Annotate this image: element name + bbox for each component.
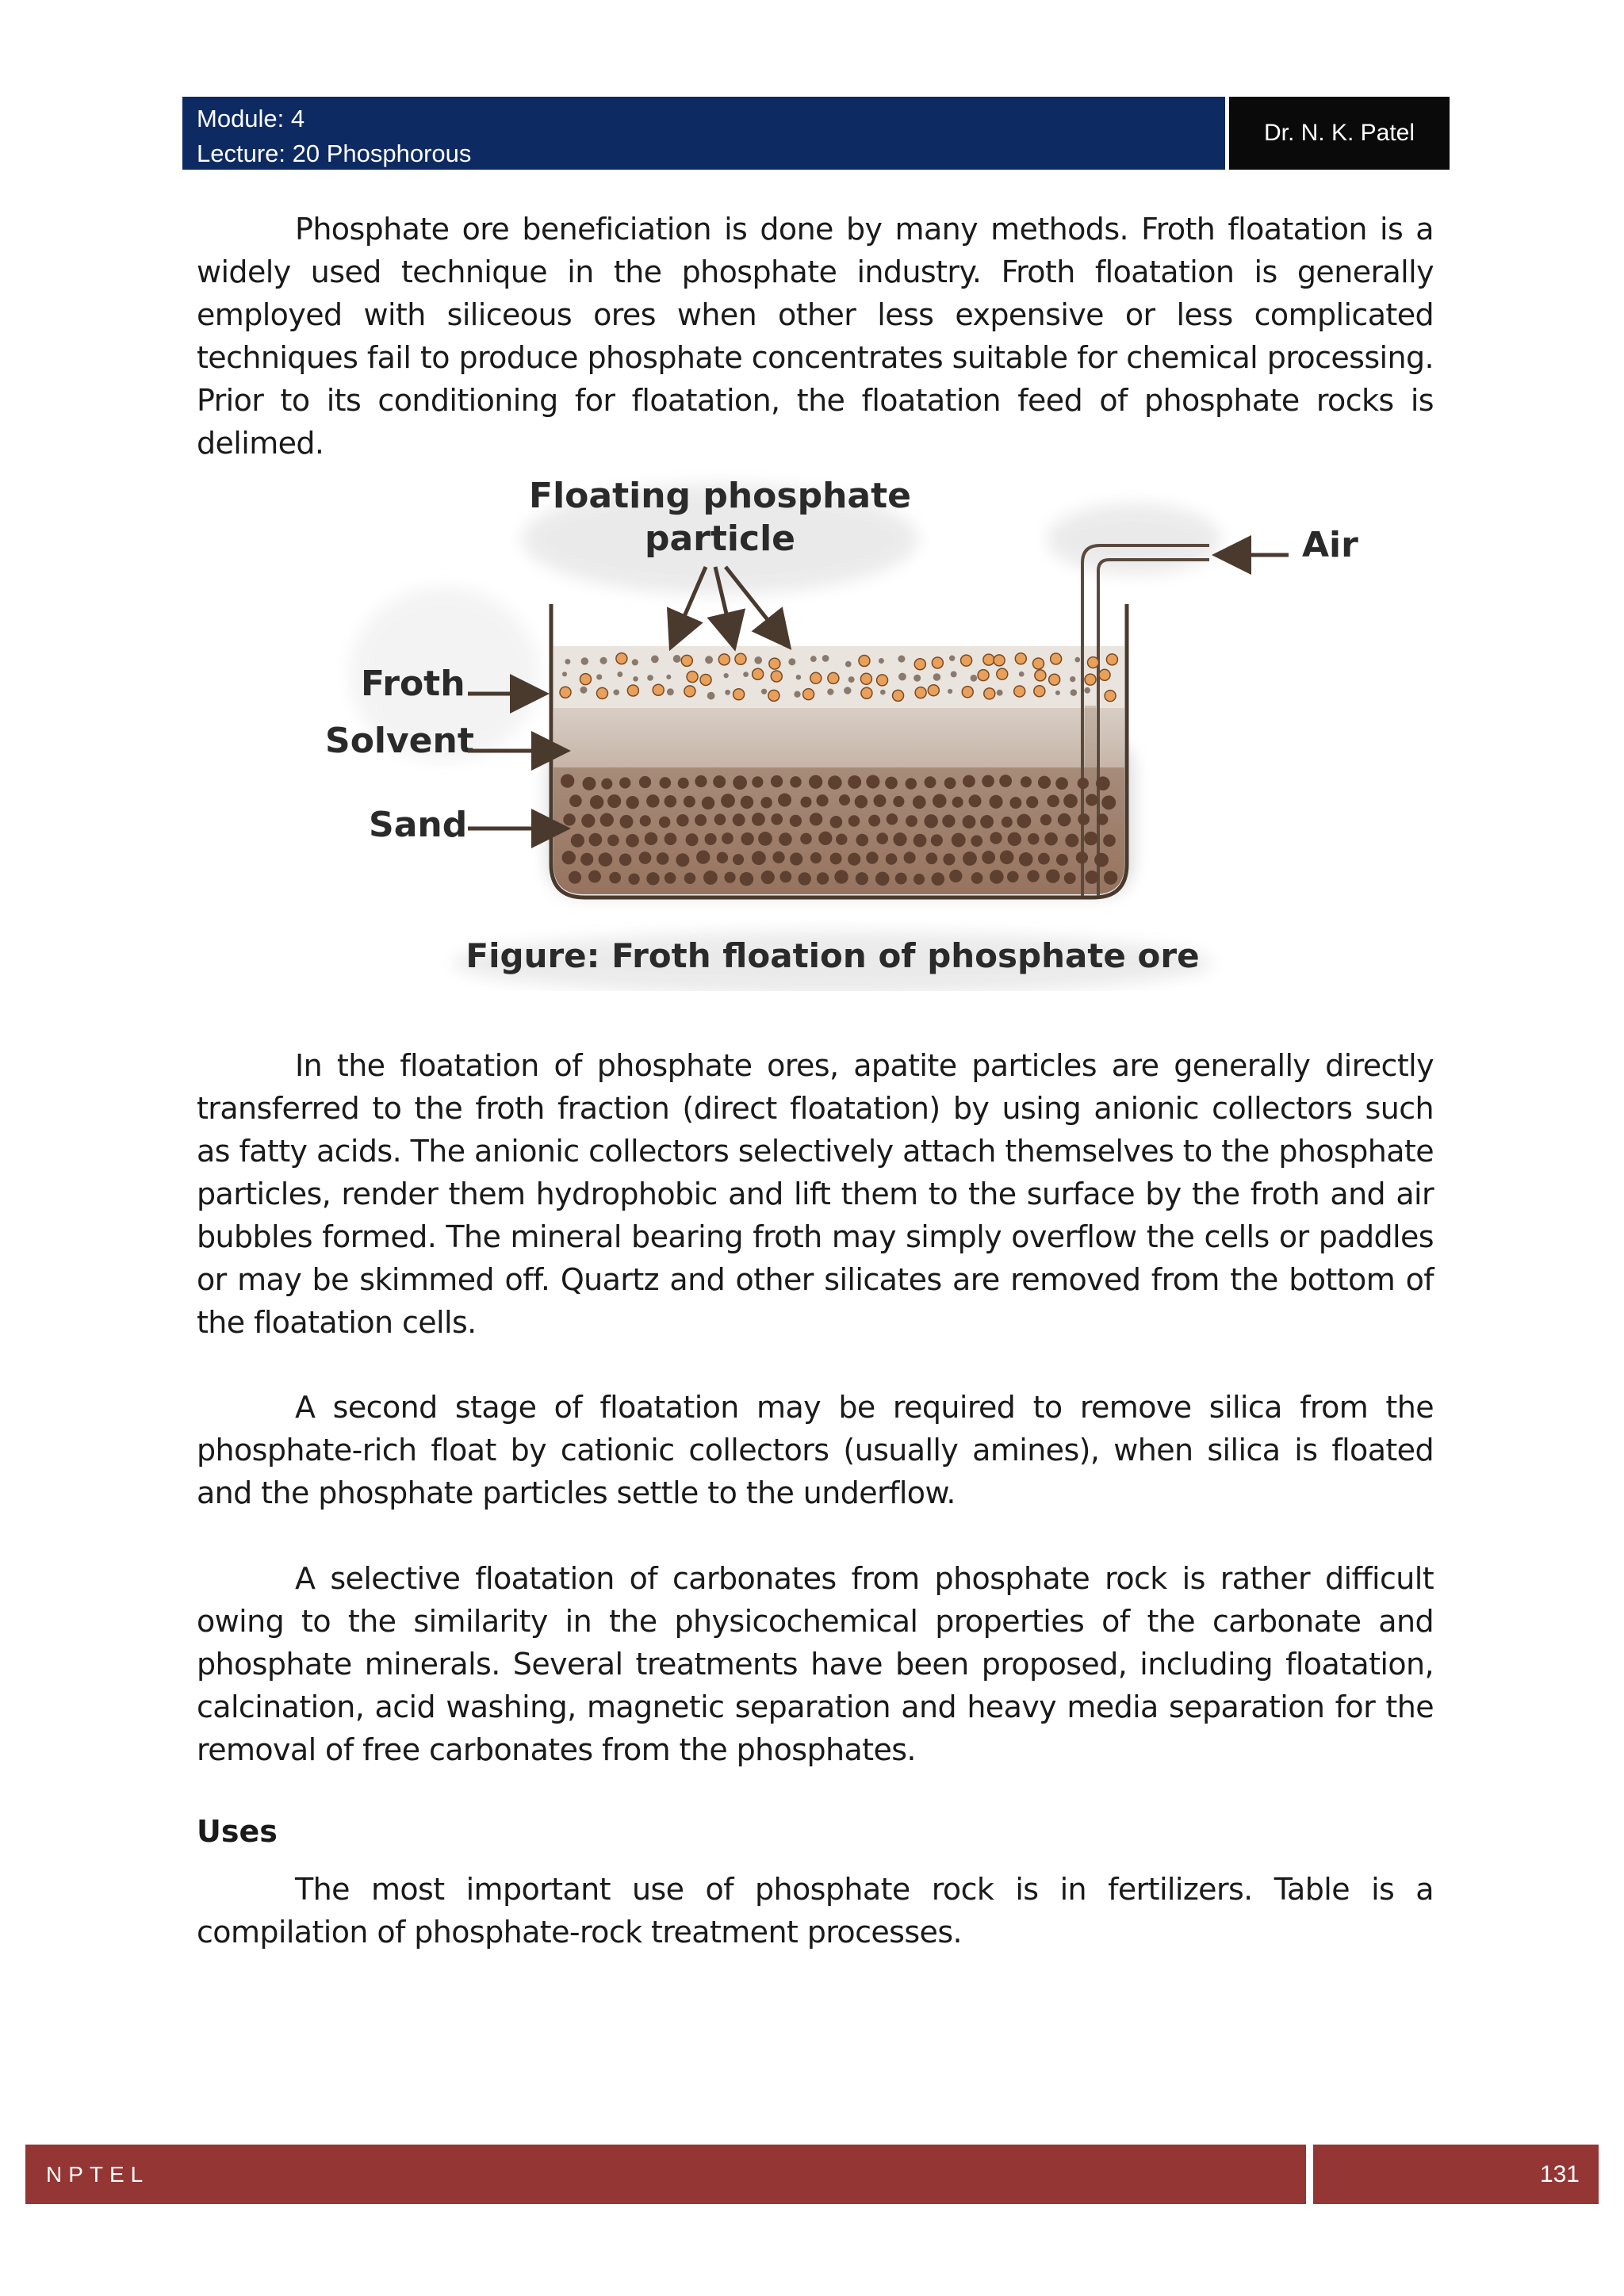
sand-particle [893,832,906,846]
froth-particle [1085,674,1096,685]
froth-particle [962,687,973,698]
sand-particle [990,870,1004,884]
froth-particle [600,657,607,664]
label-floating-line1: Floating phosphate [529,476,911,516]
sand-particle [1078,778,1089,789]
froth-particle [877,675,888,686]
sand-particle [1056,854,1068,866]
sand-particle [816,794,828,806]
label-sand: Sand [369,805,468,845]
label-froth: Froth [361,664,465,704]
sand-particle [657,852,669,865]
froth-particle [718,654,730,665]
sand-particle [1094,853,1109,867]
sand-particle [599,852,613,867]
froth-particle [951,671,957,677]
sand-particle [733,813,745,826]
sand-particle [562,851,576,864]
sand-particle [665,872,676,884]
sand-particle [1103,834,1116,847]
froth-particle [1071,689,1077,695]
footer-page-box [1313,2145,1599,2204]
sand-particle [713,775,726,788]
sand-particle [665,832,677,845]
froth-particle [997,690,1003,696]
sand-particle [760,797,772,808]
sand-particle [790,815,802,827]
sand-particle [949,870,962,882]
sand-particle [1084,832,1097,845]
sand-particle [943,853,955,865]
sand-particle [836,833,847,844]
sand-particle [963,775,975,788]
sand-particle [601,779,612,790]
sand-particle [848,815,860,827]
sand-particle [758,832,772,846]
sand-particle [1047,795,1059,808]
sand-particle [626,796,639,809]
header-module-bar [182,97,1225,170]
label-solvent: Solvent [325,721,474,761]
sand-particle [659,817,670,828]
sand-particle [717,851,728,863]
sand-particle [798,872,810,885]
sand-particle [1000,850,1014,864]
figure-caption: Figure: Froth floation of phosphate ore [465,936,1200,975]
froth-particle [653,684,664,695]
sand-particle [1027,870,1039,882]
sand-particle [676,853,689,867]
sand-particle [626,834,639,848]
sand-particle [944,777,956,789]
sand-particle [1026,796,1038,808]
froth-particle [580,687,587,694]
sand-particle [1021,776,1032,787]
sand-particle [684,873,695,884]
sand-particle [761,871,775,884]
sand-particle [563,813,575,825]
sand-particle [589,833,603,847]
sand-particle [676,814,689,827]
lecture-label: Lecture: 20 Phosphorous [197,140,472,167]
froth-particle [725,690,730,695]
sand-particle [581,814,595,828]
header-author-box [1229,97,1450,170]
sand-particle [848,853,860,866]
sand-particle [600,813,614,827]
sand-particle [874,794,887,807]
froth-particle [761,689,767,695]
footer-nptel-label: NPTEL [46,2161,150,2187]
sand-particle [779,871,791,882]
froth-particle [754,656,762,664]
froth-particle [997,668,1008,679]
label-floating-line2: particle [644,519,796,559]
sand-particle [646,872,659,885]
sand-particle [771,775,783,787]
sand-particle [660,777,672,789]
sand-particle [724,872,735,883]
paragraph-uses: The most important use of phosphate rock is in fertilizers. Table is a compilation of phosphate-rock treatment processes. [197,1872,1434,1950]
sand-particle [1038,853,1050,865]
froth-particle [651,656,659,664]
froth-particle [893,690,904,701]
froth-particle [1034,686,1045,697]
froth-particle [705,656,713,664]
sand-particle [561,774,574,787]
sand-particle [1086,794,1097,806]
sand-particle [810,813,822,825]
sand-particle [569,794,582,807]
sand-particle [1046,869,1060,883]
froth-particle [596,674,602,679]
sand-particle [980,815,994,828]
sand-particle [741,796,754,809]
sand-particle [1065,834,1078,848]
froth-particle [1055,691,1060,695]
sand-particle [925,852,937,864]
sand-particle [887,813,898,825]
sand-particle [733,854,744,865]
froth-particle [562,672,567,676]
sand-particle [752,776,763,787]
sand-particle [800,833,812,845]
sand-particle [582,777,596,790]
froth-particle [667,688,674,695]
sand-particle [830,852,842,864]
froth-particle [681,655,692,666]
froth-particle [632,659,638,665]
sand-particle [569,871,581,884]
paragraph-carbonates: A selective floatation of carbonates from phosphate rock is rather difficult owing to the similarity in the physicochemical properties of the carbonate and phosphate minerals. Several treatments have been proposed, including floatation, calcination, acid washing, magnetic separation and heavy media separation for the removal of free carbonates from the phosphates. [197,1561,1434,1767]
froth-particle [580,674,591,685]
paragraph-floatation-apatite: In the floatation of phosphate ores, apatite particles are generally directly transferred to the froth fraction (direct floatation) by using anionic collectors such as fatty acids. The anionic collectors selectively attach themselves to the phosphate particles, render them hydrophobic and lift them to the surface by the froth and air bubbles formed. The mineral bearing froth may simply overflow the cells or paddles or may be skimmed off. Quartz and other silicates are removed from the bottom of the floatation cells. [197,1048,1434,1340]
sand-particle [895,873,907,885]
froth-particle [928,685,939,696]
sand-particle [818,832,832,845]
froth-particle [633,676,638,682]
froth-particle [581,657,589,665]
froth-particle [613,689,619,695]
froth-particle [1074,657,1080,663]
footer-nptel-bar [25,2145,1306,2204]
froth-particle [707,692,715,700]
froth-particle [961,655,972,666]
froth-particle [627,685,638,696]
sand-particle [885,777,898,790]
sand-particle [969,794,982,807]
froth-particle [880,690,886,695]
sand-particle [1076,851,1088,863]
sand-particle [893,796,904,807]
sand-particle [942,814,955,827]
sand-particle [752,851,766,865]
sand-particle [1038,776,1051,789]
sand-particle [752,813,765,826]
sand-particle [914,874,925,885]
sand-particle [741,832,753,845]
paragraph-second-stage: A second stage of floatation may be required to remove silica from the phosphate-rich float by cationic collectors (usually amines), when silica is floated and the phosphate particles settle to the underflow. [197,1390,1434,1510]
froth-particle [1032,658,1044,669]
froth-particle [933,673,941,681]
froth-particle [1049,674,1060,685]
froth-particle [932,657,943,668]
froth-particle [915,687,926,698]
froth-particle [827,689,833,695]
sand-particle [607,835,619,847]
uses-heading: Uses [197,1814,278,1849]
sand-particle [619,777,630,788]
froth-particle [684,686,695,697]
froth-particle [1084,687,1090,694]
froth-particle [845,661,852,668]
sand-particle [740,872,753,886]
sand-particle [839,794,850,806]
sand-particle [932,872,945,886]
sand-particle [1078,813,1090,825]
froth-particle [861,687,872,698]
sand-particle [971,872,983,884]
sand-particle [1055,777,1068,790]
sand-particle [778,794,791,807]
froth-particle [1015,653,1026,664]
sand-particle [868,815,880,827]
sand-particle [856,872,868,885]
sand-particle [963,815,976,828]
sand-particle [906,815,917,827]
sand-particle [686,833,699,846]
sand-particle [952,797,963,808]
froth-particle [859,656,870,667]
sand-particle [684,796,695,808]
sand-particle [963,851,977,866]
froth-particle [753,668,764,679]
sand-particle [925,776,936,788]
sand-particle [810,852,822,863]
sand-particle [1104,871,1117,884]
froth-particle [768,690,779,701]
sand-particle [646,794,660,808]
sand-particle [1063,794,1078,808]
froth-particle [700,674,711,685]
sand-particle [779,832,792,846]
froth-particle [984,688,995,699]
sand-particle [1002,817,1013,828]
sand-particle [733,775,747,790]
sand-particle [914,834,927,848]
froth-flotation-diagram [301,468,1396,991]
sand-particle [790,776,801,787]
sand-particle [1044,832,1058,846]
froth-particle [803,689,814,700]
sand-particle [1028,833,1040,845]
froth-particle [898,673,906,681]
sand-particle [924,814,937,828]
froth-particle [1105,691,1116,702]
sand-particle [886,853,898,865]
sand-particle [817,872,829,884]
sand-particle [1058,813,1071,827]
froth-particle [1014,686,1025,697]
froth-particle [810,656,817,662]
sand-particle [640,815,651,826]
froth-particle [971,675,978,682]
sand-particle [982,775,994,787]
sand-particle [645,832,657,845]
froth-flotation-figure [301,468,1396,991]
sand-particle [722,832,733,844]
sand-particle [971,835,982,847]
sand-particle [809,775,822,789]
sand-particle [703,871,718,885]
froth-particle [560,687,571,698]
sand-particle [609,872,621,884]
froth-particle [1106,654,1117,665]
sand-particle [695,775,707,787]
sand-particle [1008,832,1021,846]
sand-particle [704,833,716,845]
sand-particle [828,775,842,790]
froth-particle [898,656,905,663]
sand-particle [771,813,783,825]
froth-particle [647,675,653,681]
froth-particle [769,658,780,669]
froth-particle [596,687,607,698]
sand-particle [982,851,995,864]
sand-particle [1085,871,1098,884]
sand-particle [875,872,890,886]
froth-particle [914,659,925,670]
froth-particle [848,676,855,683]
sand-particle [830,816,843,828]
sand-particle [695,814,707,826]
sand-particle [702,797,714,809]
froth-particle [794,691,800,697]
module-label: Module: 4 [197,105,305,132]
froth-particle [914,675,921,682]
sand-particle [906,778,917,789]
froth-particle [771,671,782,682]
froth-particle [724,673,729,678]
froth-particle [1087,657,1098,668]
sand-particle [1007,871,1019,883]
sand-particle [721,794,735,808]
sand-particle [1009,797,1021,809]
froth-particle [844,687,851,694]
froth-particle [1035,670,1046,681]
sand-particle [856,834,868,847]
froth-particle [788,658,795,665]
sand-particle [714,813,726,825]
froth-particle [1019,672,1025,677]
paragraph-beneficiation: Phosphate ore beneficiation is done by many methods. Froth floatation is a widely used technique in the phosphate industry. Froth floatation is generally employed with siliceous ores when other less expensive or less complicated techniques fail to produce phosphate concentrates suitable for chemical processing. Prior to its conditioning for floatation, the floatation feed of phosphate rocks is delimed. [197,212,1434,461]
sand-particle [607,794,621,808]
sand-particle [1101,795,1116,809]
sand-particle [933,794,947,808]
froth-particle [673,655,681,663]
sand-particle [639,851,652,864]
sand-particle [628,874,639,885]
sand-particle [876,832,888,844]
froth-particle [735,653,746,664]
sand-particle [696,850,710,863]
froth-particle [743,672,749,677]
sand-particle [619,853,632,866]
sand-particle [834,870,848,883]
sand-particle [989,795,1002,809]
froth-particle [616,653,627,664]
froth-particle [1051,653,1062,664]
froth-particle [983,654,994,665]
sand-particle [571,834,584,848]
sand-particle [990,832,1002,844]
froth-particle [796,675,801,679]
sand-particle [580,853,593,866]
sand-particle [866,775,879,788]
sand-particle [790,852,802,865]
froth-particle [978,670,989,681]
froth-particle [822,655,829,662]
froth-particle [994,655,1005,666]
sand-particle [678,778,689,789]
froth-particle [666,675,671,679]
sand-particle [1019,852,1033,867]
sand-particle [952,833,966,848]
froth-particle [687,672,698,683]
froth-particle [828,672,839,683]
froth-particle [949,655,955,660]
sand-particle [1097,813,1108,825]
sand-particle [588,871,601,883]
sand-particle [931,834,943,846]
froth-particle [1099,669,1110,680]
author-label: Dr. N. K. Patel [1263,120,1415,146]
froth-particle [565,659,570,664]
page-number: 131 [1539,2160,1580,2187]
sand-particle [665,795,677,808]
sand-particle [1064,872,1076,884]
sand-particle [800,797,811,808]
sand-particle [639,776,651,788]
sand-particle [999,775,1012,787]
froth-particle [948,689,952,694]
froth-particle [860,673,871,684]
froth-particle [879,658,884,664]
sand-particle [772,851,784,863]
froth-particle [1070,676,1075,682]
sand-particle [848,775,861,789]
froth-particle [733,689,745,700]
sand-particle [866,851,878,863]
sand-particle [1096,776,1110,790]
froth-particle [617,672,622,677]
sand-particle [913,795,926,809]
sand-particle [904,851,916,863]
sand-particle [855,795,868,808]
sand-particle [590,795,603,809]
sand-particle [1017,814,1031,828]
sand-particle [1040,814,1051,825]
froth-particle [810,672,822,683]
label-air: Air [1302,525,1358,565]
sand-particle [620,815,634,828]
